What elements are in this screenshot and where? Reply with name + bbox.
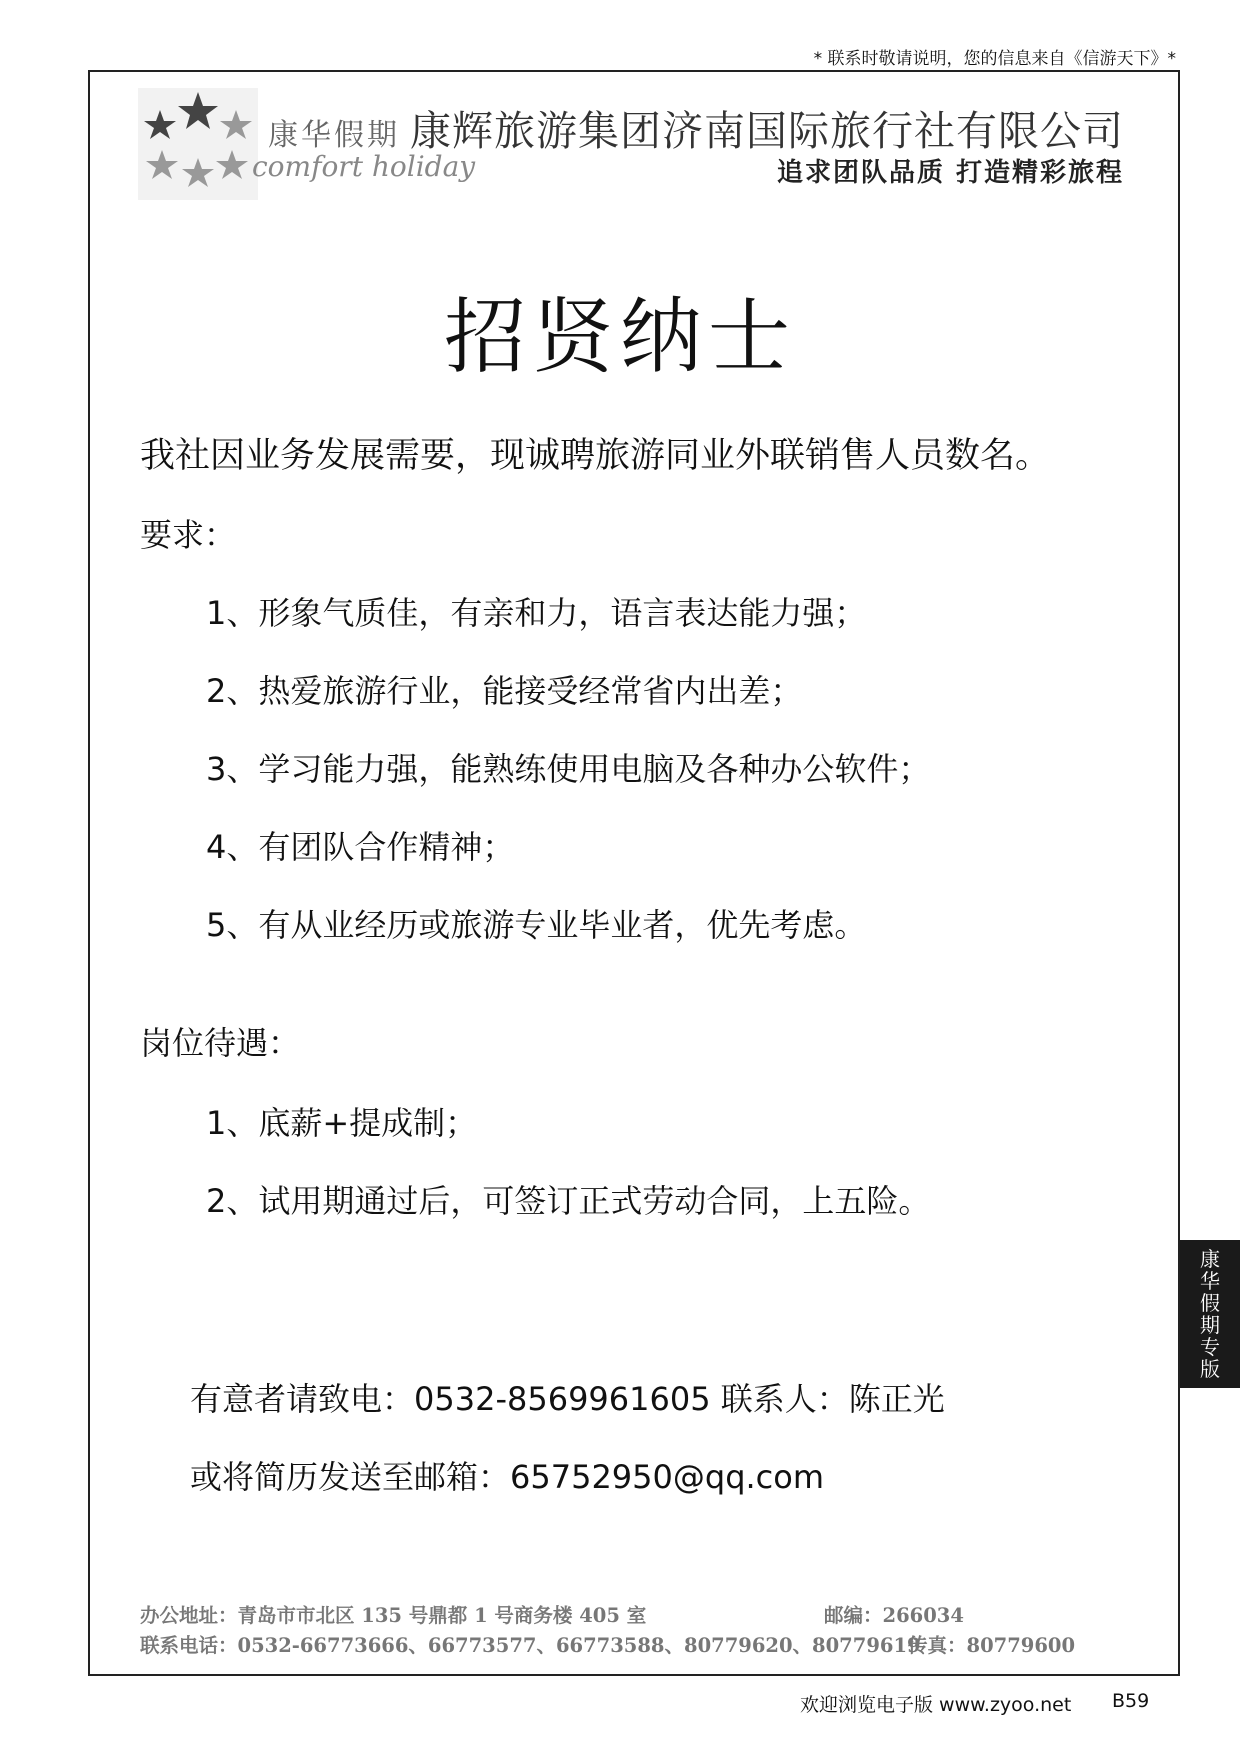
requirement-item: 1、形象气质佳，有亲和力，语言表达能力强； — [206, 594, 867, 632]
company-name: 康辉旅游集团济南国际旅行社有限公司 — [410, 107, 1124, 155]
company-logo — [138, 88, 476, 200]
page-title: 招贤纳士 — [443, 290, 796, 385]
side-tab-char: 专 — [1200, 1335, 1220, 1359]
contact-email: 或将简历发送至邮箱：65752950@qq.com — [190, 1458, 825, 1496]
side-tab-char: 期 — [1200, 1313, 1220, 1337]
footer-address: 办公地址：青岛市市北区 135 号鼎都 1 号商务楼 405 室 — [140, 1604, 647, 1627]
source-notice: * 联系时敬请说明，您的信息来自《信游天下》* — [813, 49, 1176, 69]
footer-postcode: 邮编：266034 — [824, 1604, 964, 1627]
requirement-item: 4、有团队合作精神； — [206, 828, 515, 866]
page-number: B59 — [1112, 1690, 1150, 1712]
contact-phone: 有意者请致电：0532-8569961605 联系人：陈正光 — [190, 1380, 945, 1418]
footer-phones: 联系电话：0532-66773666、66773577、66773588、80779620、80779619 — [140, 1634, 921, 1657]
logo-chinese-text: 康华假期 — [268, 118, 400, 153]
requirements-heading: 要求： — [140, 516, 237, 554]
footer-fax: 传真：80779600 — [908, 1634, 1076, 1657]
side-tab-char: 假 — [1200, 1291, 1220, 1315]
side-tab-char: 版 — [1200, 1357, 1220, 1381]
intro-text: 我社因业务发展需要，现诚聘旅游同业外联销售人员数名。 — [140, 436, 1051, 476]
requirement-item: 5、有从业经历或旅游专业毕业者，优先考虑。 — [206, 906, 867, 944]
requirement-item: 2、热爱旅游行业，能接受经常省内出差； — [206, 672, 803, 710]
benefit-item: 2、试用期通过后，可签订正式劳动合同，上五险。 — [206, 1182, 931, 1220]
side-tab-label — [1180, 1240, 1240, 1388]
benefits-heading: 岗位待遇： — [140, 1024, 301, 1062]
side-tab-char: 康 — [1200, 1247, 1220, 1271]
requirement-item: 3、学习能力强，能熟练使用电脑及各种办公软件； — [206, 750, 931, 788]
company-slogan: 追求团队品质 打造精彩旅程 — [776, 158, 1124, 188]
benefit-item: 1、底薪+提成制； — [206, 1104, 478, 1142]
side-tab-char: 华 — [1200, 1269, 1220, 1293]
star-circle-logo-icon — [138, 88, 258, 200]
welcome-text: 欢迎浏览电子版 www.zyoo.net — [800, 1694, 1072, 1716]
logo-english-text: comfort holiday — [252, 150, 476, 183]
